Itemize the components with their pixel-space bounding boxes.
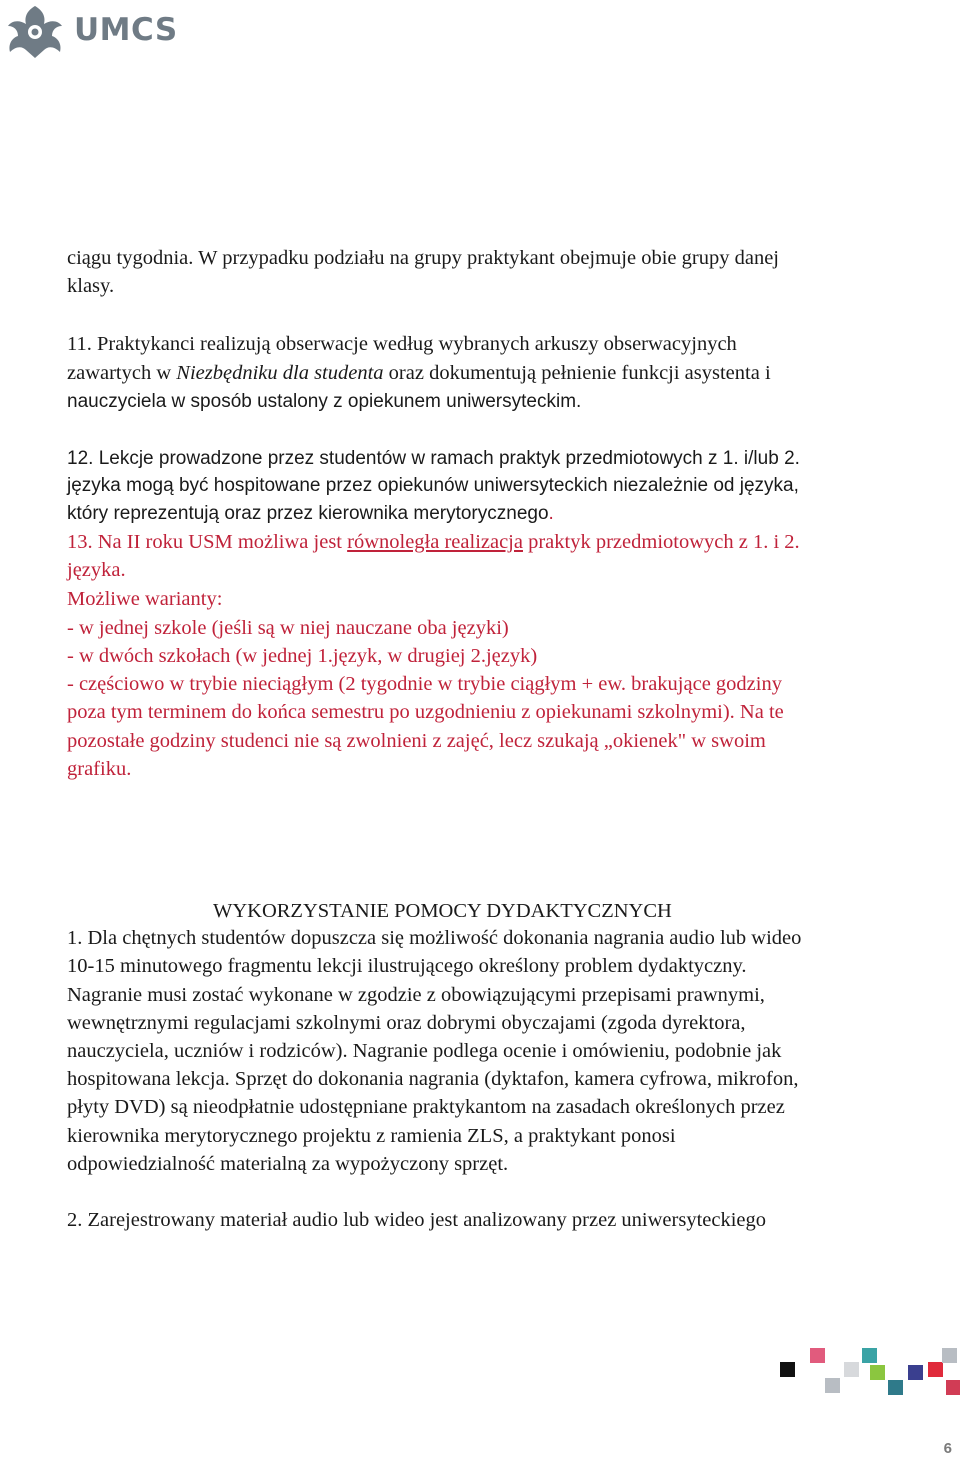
text-line: [67, 359, 771, 387]
text-line: języka mogą być hospitowane przez opiekunów uniwersyteckich niezależnie od języka,: [67, 475, 799, 496]
text-line: pozostałe godziny studenci nie są zwolnieni z zajęć, lecz szukają „okienek" w swoim: [67, 730, 766, 752]
text-line: płyty DVD) są nieodpłatnie udostępniane praktykantom na zasadach określonych przez: [67, 1096, 785, 1118]
text-line: 10-15 minutowego fragmentu lekcji ilustrującego określony problem dydaktyczny.: [67, 955, 747, 977]
crest-icon: [2, 2, 68, 62]
square-decoration: [870, 1365, 885, 1380]
text-line: Nagranie musi zostać wykonane w zgodzie z obowiązującymi przepisami prawnymi,: [67, 984, 765, 1006]
square-decoration: [888, 1380, 903, 1395]
text-line: 2. Zarejestrowany materiał audio lub wideo jest analizowany przez uniwersyteckiego: [67, 1209, 767, 1231]
text-line: nauczyciela, uczniów i rodziców). Nagranie podlega ocenie i omówieniu, podobnie jak: [67, 1040, 782, 1062]
square-decoration: [908, 1365, 923, 1380]
text-span: który reprezentują oraz przez kierownika merytorycznego: [67, 503, 549, 524]
decorative-squares: [770, 1340, 960, 1410]
text-line: - częściowo w trybie nieciągłym (2 tygodnie w trybie ciągłym + ew. brakujące godziny: [67, 673, 782, 695]
text-line: [67, 528, 800, 556]
square-decoration: [862, 1348, 877, 1363]
underlined-text: równoległa realizacja: [347, 531, 523, 553]
square-decoration: [780, 1362, 795, 1377]
square-decoration: [942, 1348, 957, 1363]
text-line: wewnętrznymi regulacjami szkolnymi oraz dobrymi obyczajami (zgoda dyrektora,: [67, 1012, 746, 1034]
text-span: praktyk przedmiotowych z 1. i 2.: [522, 531, 800, 553]
text-line: 12. Lekcje prowadzone przez studentów w ramach praktyk przedmiotowych z 1. i/lub 2.: [67, 448, 800, 469]
logo-text: UMCS: [74, 12, 178, 48]
text-line: 1. Dla chętnych studentów dopuszcza się możliwość dokonania nagrania audio lub wideo: [67, 927, 802, 949]
page-number: 6: [943, 1440, 952, 1457]
text-line: grafiku.: [67, 758, 132, 780]
square-decoration: [946, 1380, 960, 1395]
square-decoration: [825, 1378, 840, 1393]
text-span: oraz dokumentują pełnienie funkcji asystenta i: [383, 362, 771, 384]
text-line: Możliwe warianty:: [67, 588, 223, 610]
text-line: ciągu tygodnia. W przypadku podziału na grupy praktykant obejmuje obie grupy danej: [67, 247, 779, 269]
square-decoration: [928, 1362, 943, 1377]
text-line: - w dwóch szkołach (w jednej 1.język, w drugiej 2.język): [67, 645, 538, 667]
square-decoration: [844, 1362, 859, 1377]
text-span: .: [548, 503, 554, 524]
text-line: odpowiedzialność materialną za wypożyczony sprzęt.: [67, 1153, 509, 1175]
italic-title: Niezbędniku dla studenta: [176, 362, 384, 384]
text-line: - w jednej szkole (jeśli są w niej nauczane oba języki): [67, 617, 509, 639]
text-line: klasy.: [67, 275, 115, 297]
text-line: hospitowana lekcja. Sprzęt do dokonania nagrania (dyktafon, kamera cyfrowa, mikrofon,: [67, 1068, 799, 1090]
text-span: zawartych w: [67, 362, 177, 384]
umcs-logo: [2, 2, 178, 62]
text-line: [67, 500, 554, 528]
text-line: 11. Praktykanci realizują obserwacje według wybranych arkuszy obserwacyjnych: [67, 333, 737, 355]
square-decoration: [810, 1348, 825, 1363]
text-line: kierownika merytorycznego projektu z ramienia ZLS, a praktykant ponosi: [67, 1125, 676, 1147]
text-line: języka.: [67, 559, 126, 581]
text-span: 13. Na II roku USM możliwa jest: [67, 531, 348, 553]
section-heading: WYKORZYSTANIE POMOCY DYDAKTYCZNYCH: [213, 900, 672, 922]
text-line: nauczyciela w sposób ustalony z opiekunem uniwersyteckim.: [67, 391, 582, 412]
text-line: poza tym terminem do końca semestru po uzgodnieniu z opiekunami szkolnymi). Na te: [67, 701, 784, 723]
